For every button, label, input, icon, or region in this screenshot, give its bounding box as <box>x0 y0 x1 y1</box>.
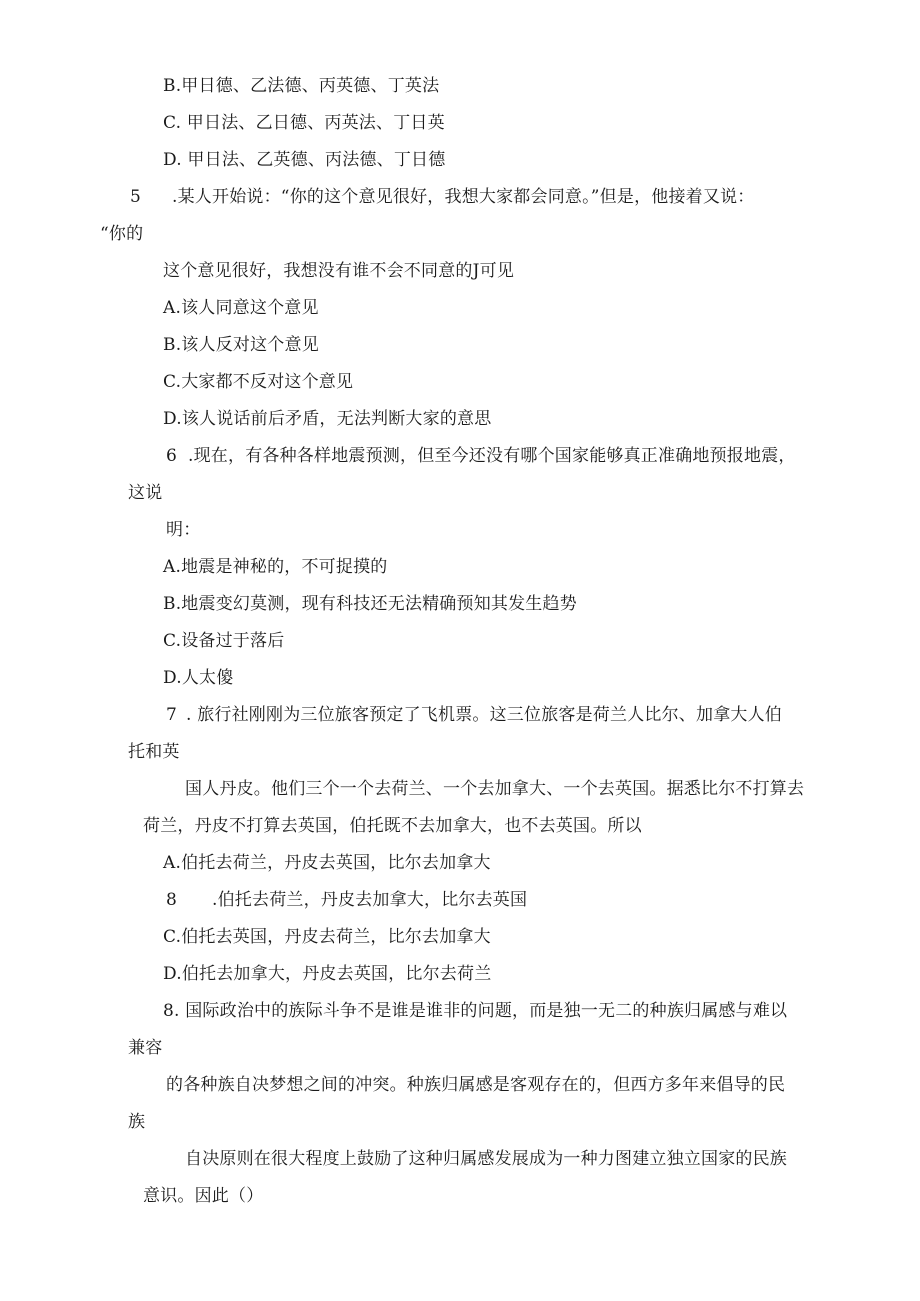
q8-stem-line-3: 的各种族自决梦想之间的冲突。种族归属感是客观存在的，但西方多年来倡导的民 <box>166 1075 786 1095</box>
q6-stem-line-1: .现在，有各种各样地震预测，但至今还没有哪个国家能够真正准确地预报地震， <box>188 446 796 466</box>
q5-option-a: A.该人同意这个意见 <box>163 298 319 318</box>
q7-stem-line-3: 国人丹皮。他们三个一个去荷兰、一个去加拿大、一个去英国。据悉比尔不打算去 <box>185 779 805 799</box>
q6-option-a: A.地震是神秘的，不可捉摸的 <box>163 557 388 577</box>
q5-option-d: D.该人说话前后矛盾，无法判断大家的意思 <box>163 409 492 429</box>
q8-stem-line-5: 自决原则在很大程度上鼓励了这种归属感发展成为一种力图建立独立国家的民族 <box>185 1149 787 1169</box>
q5-stem-line-2: “你的 <box>100 224 144 244</box>
q7-option-c: C.伯托去英国，丹皮去荷兰，比尔去加拿大 <box>163 927 491 947</box>
q6-option-d: D.人太傻 <box>163 668 234 688</box>
q8-stem-line-1: 8. 国际政治中的族际斗争不是谁是谁非的问题，而是独一无二的种族归属感与难以 <box>163 1001 788 1021</box>
q7-option-d: D.伯托去加拿大，丹皮去英国，比尔去荷兰 <box>163 964 492 984</box>
q5-stem-line-3: 这个意见很好，我想没有谁不会不同意的J可见 <box>163 261 515 281</box>
q8-stem-line-4: 族 <box>128 1112 146 1132</box>
q7-option-b: .伯托去荷兰，丹皮去加拿大，比尔去英国 <box>212 890 528 910</box>
q4-option-d: D. 甲日法、乙英德、丙法德、丁日德 <box>163 150 446 170</box>
q6-option-c: C.设备过于落后 <box>163 631 285 651</box>
q7-stem-line-4: 荷兰，丹皮不打算去英国，伯托既不去加拿大，也不去英国。所以 <box>143 816 642 836</box>
q6-stem-line-2: 这说 <box>128 483 163 503</box>
q7-stem-line-2: 托和英 <box>128 742 180 762</box>
q6-number: 6 <box>166 446 178 466</box>
q6-option-b: B.地震变幻莫测，现有科技还无法精确预知其发生趋势 <box>163 594 577 614</box>
q4-option-c: C. 甲日法、乙日德、丙英法、丁日英 <box>163 113 445 133</box>
q4-option-b: B.甲日德、乙法德、丙英德、丁英法 <box>163 76 440 96</box>
q7-option-a: A.伯托去荷兰，丹皮去英国，比尔去加拿大 <box>163 853 491 873</box>
q5-number: 5 <box>130 187 142 207</box>
q5-option-c: C.大家都不反对这个意见 <box>163 372 354 392</box>
q5-stem-line-1: .某人开始说：“你的这个意见很好，我想大家都会同意。”但是，他接着又说： <box>172 187 755 207</box>
q7-number: 7 <box>166 705 178 725</box>
q6-stem-line-3: 明： <box>166 520 201 540</box>
q8-stem-line-6: 意识。因此（） <box>143 1186 264 1206</box>
q5-option-b: B.该人反对这个意见 <box>163 335 319 355</box>
q7-option-b-number: 8 <box>166 890 178 910</box>
q7-stem-line-1: . 旅行社刚刚为三位旅客预定了飞机票。这三位旅客是荷兰人比尔、加拿大人伯 <box>186 705 783 725</box>
q8-stem-line-2: 兼容 <box>128 1038 163 1058</box>
